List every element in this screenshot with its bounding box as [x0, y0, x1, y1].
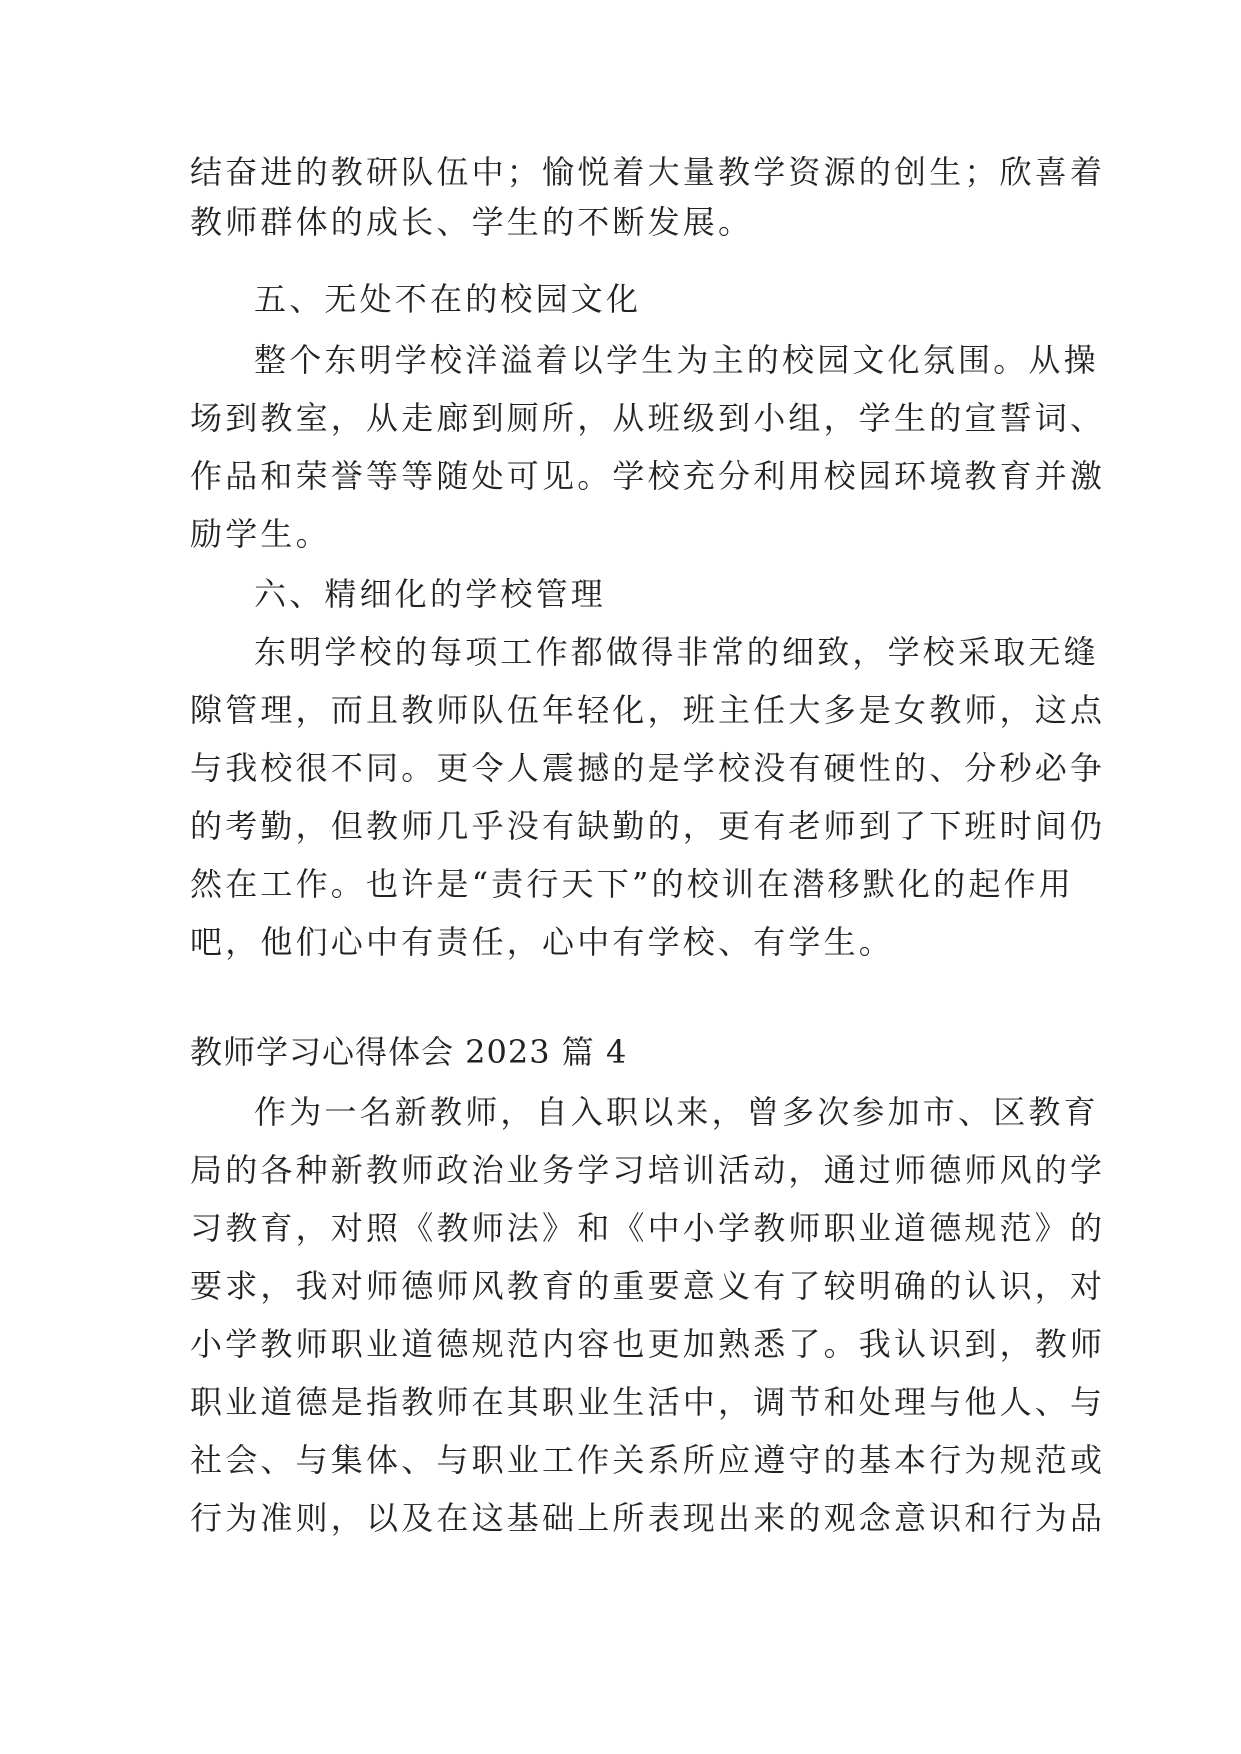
paragraph-line: 职业道德是指教师在其职业生活中，调节和处理与他人、与 — [190, 1383, 1106, 1421]
section-heading-6: 六、精细化的学校管理 — [254, 575, 607, 613]
paragraph-line: 局的各种新教师政治业务学习培训活动，通过师德师风的学 — [190, 1151, 1106, 1189]
paragraph-line: 作品和荣誉等等随处可见。学校充分利用校园环境教育并激 — [190, 457, 1106, 495]
paragraph-line: 习教育，对照《教师法》和《中小学教师职业道德规范》的 — [190, 1209, 1106, 1247]
paragraph-line: 社会、与集体、与职业工作关系所应遵守的基本行为规范或 — [190, 1441, 1106, 1479]
paragraph-line: 行为准则，以及在这基础上所表现出来的观念意识和行为品 — [190, 1499, 1106, 1537]
paragraph-line: 然在工作。也许是“责行天下”的校训在潜移默化的起作用 — [190, 865, 1074, 903]
paragraph-line: 结奋进的教研队伍中；愉悦着大量教学资源的创生；欣喜着 — [190, 153, 1106, 191]
article-title: 教师学习心得体会 2023 篇 4 — [190, 1033, 628, 1071]
paragraph-line: 要求，我对师德师风教育的重要意义有了较明确的认识，对 — [190, 1267, 1106, 1305]
paragraph-line: 与我校很不同。更令人震撼的是学校没有硬性的、分秒必争 — [190, 749, 1106, 787]
paragraph-line: 场到教室，从走廊到厕所，从班级到小组，学生的宣誓词、 — [190, 399, 1106, 437]
paragraph-line: 的考勤，但教师几乎没有缺勤的，更有老师到了下班时间仍 — [190, 807, 1106, 845]
paragraph-line: 小学教师职业道德规范内容也更加熟悉了。我认识到，教师 — [190, 1325, 1106, 1363]
paragraph-line: 整个东明学校洋溢着以学生为主的校园文化氛围。从操 — [254, 341, 1099, 379]
paragraph-line: 作为一名新教师，自入职以来，曾多次参加市、区教育 — [254, 1093, 1099, 1131]
paragraph-line: 教师群体的成长、学生的不断发展。 — [190, 203, 754, 241]
paragraph-line: 励学生。 — [190, 515, 331, 553]
paragraph-line: 东明学校的每项工作都做得非常的细致，学校采取无缝 — [254, 633, 1099, 671]
paragraph-line: 吧，他们心中有责任，心中有学校、有学生。 — [190, 923, 895, 961]
section-heading-5: 五、无处不在的校园文化 — [254, 280, 642, 318]
paragraph-line: 隙管理，而且教师队伍年轻化，班主任大多是女教师，这点 — [190, 691, 1106, 729]
